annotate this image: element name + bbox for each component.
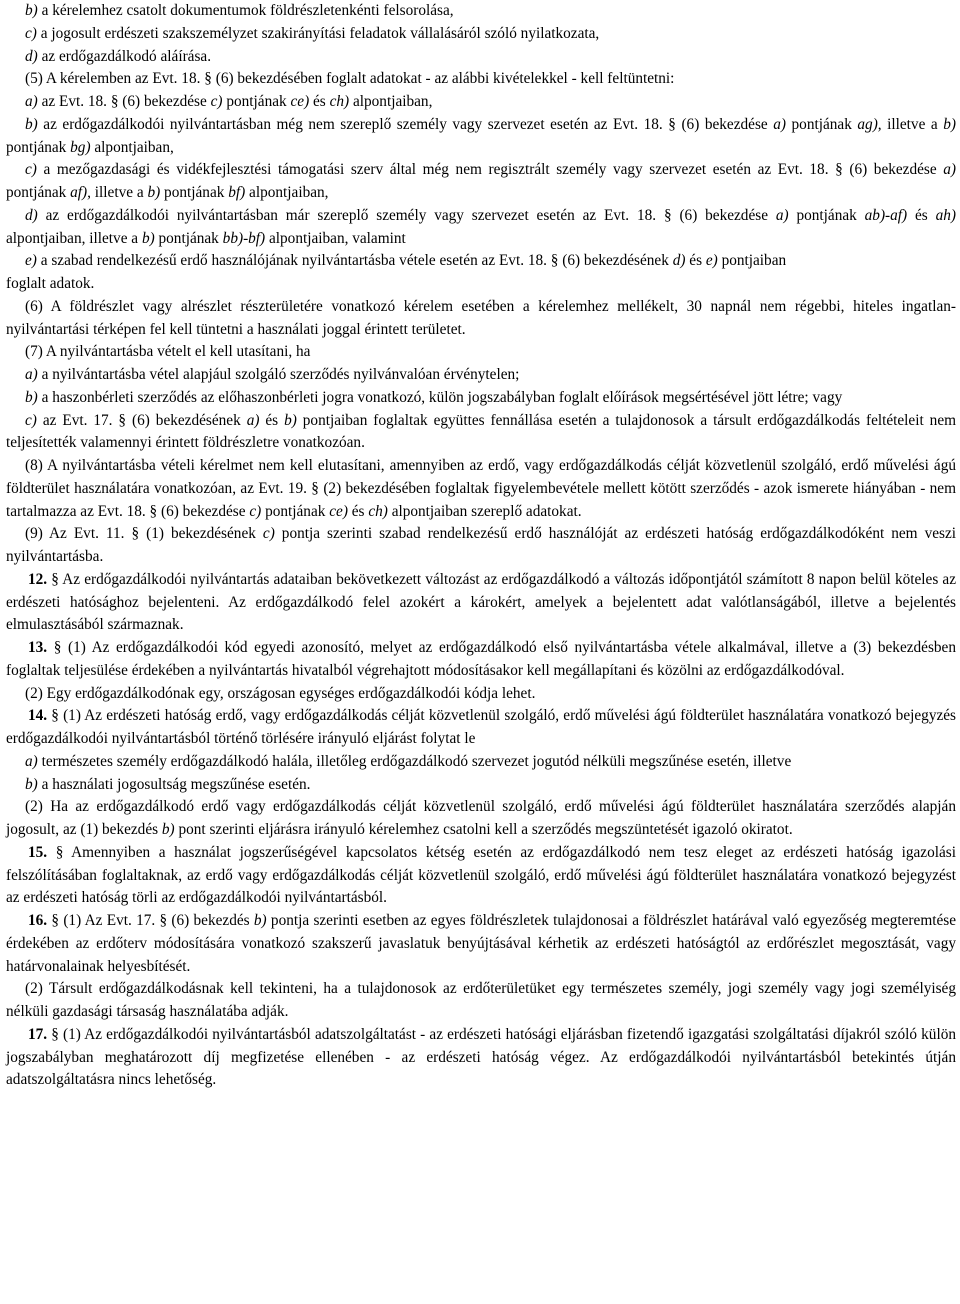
text-run: és	[685, 252, 706, 270]
text-run: az erdőgazdálkodói nyilvántartásban már szereplő személy vagy szervezet esetén az Evt. 18. § (6) bekezdése	[37, 206, 776, 224]
text-run: (2) Egy erdőgazdálkodónak egy, országosan egységes erdőgazdálkodói kódja lehet.	[25, 684, 536, 702]
paragraph	[6, 364, 956, 387]
paragraph	[6, 1024, 956, 1092]
text-run: alpontjaiban, valamint	[265, 229, 406, 247]
text-run: és	[347, 502, 369, 520]
point-label: e)	[705, 252, 718, 270]
text-run: (2) Ha az erdőgazdálkodó erdő vagy erdőgazdálkodás célját közvetlenül szolgáló, erdő művelési ágú földterület használatára szerződés alapján jogosult, az (1) bekezdés	[6, 798, 956, 838]
point-label: c)	[262, 525, 275, 543]
section-number: 16.	[28, 912, 48, 929]
document-body	[6, 0, 956, 1092]
text-run: a haszonbérleti szerződés az előhaszonbérleti jogra vonatkozó, külön jogszabályban foglalt előírások megsértésével jött létre; vagy	[37, 388, 843, 406]
text-run: foglalt adatok.	[6, 275, 95, 292]
paragraph	[6, 683, 956, 706]
text-run: (7) A nyilvántartásba vételt el kell utasítani, ha	[25, 343, 311, 361]
text-run: § (1) Az erdészeti hatóság erdő, vagy erdőgazdálkodás célját közvetlenül szolgáló, erdő művelési ágú földterület használatára vonatkozó bejegyzés erdőgazdálkodói nyilvántartásból történő törlésére irányuló eljárást folytat le	[6, 707, 956, 747]
text-run: az Evt. 17. § (6) bekezdésének	[36, 411, 247, 429]
text-run: és	[259, 411, 285, 429]
paragraph	[6, 455, 956, 523]
point-label: a)	[246, 411, 260, 429]
point-label: d)	[25, 47, 38, 65]
point-label: ch)	[329, 93, 350, 110]
text-run: pontjának	[160, 184, 229, 201]
paragraph	[6, 842, 956, 910]
point-label: a)	[25, 752, 38, 770]
text-run: (9) Az Evt. 11. § (1) bekezdésének	[25, 525, 263, 543]
point-label: c)	[25, 161, 37, 179]
point-label: e)	[25, 252, 37, 270]
text-run: a mezőgazdasági és vidékfejlesztési támogatási szerv által még nem regisztrált személy vagy szervezet esetén az Evt. 18. § (6) bekezdése	[36, 161, 944, 179]
point-label: a)	[775, 206, 789, 224]
point-label: c)	[25, 411, 37, 429]
point-label: b)	[161, 821, 175, 838]
point-label: a)	[25, 93, 38, 110]
point-label: d)	[25, 206, 38, 224]
paragraph	[6, 569, 956, 637]
text-run: alpontjaiban,	[349, 93, 433, 110]
paragraph	[6, 296, 956, 342]
text-run: § Amennyiben a használat jogszerűségével kapcsolatos kétség esetén az erdőgazdálkodó nem tesz eleget az erdészeti hatóság igazolási felszólításában foglaltaknak, az erdő vagy erdőgazdálkodás célját közvetlenül szolgáló, erdő művelési ágú földterület használatára vonatkozó bejegyzést az erdészeti hatóság törli az erdőgazdálkodói nyilvántartásból.	[6, 843, 956, 907]
paragraph	[6, 273, 956, 296]
paragraph	[6, 159, 956, 205]
paragraph	[6, 910, 956, 978]
point-label: a)	[25, 366, 38, 383]
paragraph	[6, 796, 956, 842]
text-run: pont szerinti eljárásra irányuló kérelemhez csatolni kell a szerződés megszüntetését igazoló okiratot.	[174, 821, 793, 838]
text-run: (5) A kérelemben az Evt. 18. § (6) bekezdésében foglalt adatokat - az alábbi kivételekkel - kell feltüntetni:	[25, 70, 675, 88]
point-label: c)	[210, 93, 223, 110]
text-run: a kérelemhez csatolt dokumentumok földrészletenkénti felsorolása,	[37, 2, 454, 19]
text-run: a használati jogosultság megszűnése esetén.	[37, 775, 311, 793]
point-label: ch)	[368, 502, 388, 520]
text-run: § (1) Az Evt. 17. § (6) bekezdés	[47, 912, 254, 929]
section-number: 13.	[28, 639, 48, 656]
section-number: 14.	[28, 707, 48, 725]
paragraph	[6, 387, 956, 410]
section-number: 17.	[28, 1025, 48, 1043]
point-label: a)	[943, 161, 956, 179]
section-number: 15.	[28, 843, 48, 861]
text-run: pontjának	[222, 93, 291, 110]
text-run: § (1) Az erdőgazdálkodói kód egyedi azonosító, melyet az erdőgazdálkodó első nyilvántartásba vétele alkalmával, illetve a (3) bekezdésben foglaltak teljesülése érdekében a nyilvántartás hivatalból végrehajtott módosításakor kell megállapítani és közölni az erdőgazdálkodóval.	[6, 639, 956, 679]
point-label: ce)	[329, 502, 348, 520]
text-run: alpontjaiban, illetve a	[6, 229, 142, 247]
text-run: § (1) Az erdőgazdálkodói nyilvántartásból adatszolgáltatást - az erdészeti hatósági eljárásban fizetendő igazgatási szolgáltatási díjakról szóló külön jogszabályban meghatározott díj megfizetése ellenében - az erdészeti hatóság végez. Az erdőgazdálkodói nyilvántartásból betekintés útján adatszolgáltatásra nincs lehetőség.	[6, 1025, 956, 1089]
text-run: pontjának	[6, 184, 71, 201]
text-run: pontjának	[788, 206, 865, 224]
paragraph	[6, 91, 956, 114]
text-run: alpontjaiban,	[245, 184, 329, 201]
text-run: pontjának	[785, 115, 858, 133]
point-label: b)	[284, 411, 297, 429]
text-run: pontjának	[154, 229, 223, 247]
point-label: ah)	[935, 206, 956, 224]
paragraph	[6, 637, 956, 683]
point-label: b)	[141, 229, 155, 247]
point-label: b)	[25, 775, 38, 793]
paragraph	[6, 410, 956, 456]
paragraph	[6, 0, 956, 23]
text-run: pontjának	[6, 138, 71, 156]
paragraph	[6, 250, 956, 273]
paragraph	[6, 978, 956, 1024]
paragraph	[6, 23, 956, 46]
text-run: alpontjaiban,	[90, 138, 174, 156]
paragraph	[6, 705, 956, 751]
text-run: az erdőgazdálkodó aláírása.	[37, 47, 212, 65]
point-label: ce)	[290, 93, 310, 110]
point-label: bg)	[70, 138, 91, 156]
text-run: alpontjaiban szereplő adatokat.	[387, 502, 582, 520]
text-run: illetve a	[881, 115, 944, 133]
text-run: és	[907, 206, 936, 224]
point-label: af),	[70, 184, 91, 201]
point-label: c)	[249, 502, 262, 520]
text-run: a szabad rendelkezésű erdő használójának nyilvántartásba vétele esetén az Evt. 18. § (6) bekezdésének	[36, 252, 673, 270]
point-label: c)	[25, 24, 37, 42]
text-run: pontjaiban foglaltak együttes fennállása esetén a tulajdonosok a társult erdőgazdálkodás feltételeit nem teljesítették valamennyi érintett földrészletre vonatkozóan.	[6, 411, 957, 452]
point-label: a)	[773, 115, 786, 133]
paragraph	[6, 751, 956, 774]
paragraph	[6, 341, 956, 364]
point-label: b)	[25, 115, 38, 133]
point-label: b)	[25, 388, 38, 406]
point-label: bf)	[228, 184, 246, 201]
point-label: d)	[672, 252, 686, 270]
text-run: és	[309, 93, 330, 110]
text-run: az Evt. 18. § (6) bekezdése	[37, 93, 211, 110]
paragraph	[6, 523, 956, 569]
text-run: § Az erdőgazdálkodói nyilvántartás adataiban bekövetkezett változást az erdőgazdálkodó a változás időpontjától számított 8 napon belül köteles az erdészeti hatósághoz bejelenteni. Az erdőgazdálkodó felel azokért a károkért, amelyek a bejelentett adat valótlanságából, illetve a bejelentés elmulasztásából származnak.	[6, 570, 956, 634]
point-label: b)	[943, 115, 956, 133]
point-label: b)	[25, 2, 38, 19]
text-run: természetes személy erdőgazdálkodó halála, illetőleg erdőgazdálkodó szervezet jogutód nélküli megszűnése esetén, illetve	[37, 752, 792, 770]
text-run: illetve a	[90, 184, 148, 201]
paragraph	[6, 205, 956, 251]
text-run: az erdőgazdálkodói nyilvántartásban még nem szereplő személy vagy szervezet esetén az Evt. 18. § (6) bekezdése	[37, 115, 774, 133]
paragraph	[6, 68, 956, 91]
text-run: pontjaiban	[717, 252, 787, 270]
text-run: pontja szerinti esetben az egyes földrészletek tulajdonosai a földrészlet határával való egyezőség megteremtése érdekében az erdőterv módosítására vonatkozó szakszerű javaslatuk benyújtásával kérhetik az erdészeti hatóságtól az erdőrészlet megosztását, vagy határvonalainak helyesbítését.	[6, 912, 956, 975]
text-run: a nyilvántartásba vétel alapjául szolgáló szerződés nyilvánvalóan érvénytelen;	[37, 366, 520, 383]
paragraph	[6, 774, 956, 797]
text-run: a jogosult erdészeti szakszemélyzet szakirányítási feladatok vállalásáról szóló nyilatkozata,	[36, 24, 600, 42]
section-number: 12.	[28, 570, 48, 588]
text-run: pontjának	[261, 502, 330, 520]
point-label: ag),	[857, 115, 882, 133]
text-run: (8) A nyilvántartásba vételi kérelmet nem kell elutasítani, amennyiben az erdő, vagy erdőgazdálkodás célját közvetlenül szolgáló, erdő művelési ágú földterület használatára vonatkozóan, az Evt. 19. § (2) bekezdésében foglaltak figyelembevétele mellett kötött szerződés - azok ismerete hiányában - nem tartalmazza az Evt. 18. § (6) bekezdése	[6, 457, 956, 520]
text-run: (6) A földrészlet vagy alrészlet részterületére vonatkozó kérelem esetében a kérelemhez mellékelt, 30 napnál nem régebbi, hiteles ingatlan-nyilvántartási térképen fel kell tüntetni a használati joggal érintett területet.	[6, 297, 956, 338]
text-run: (2) Társult erdőgazdálkodásnak kell tekinteni, ha a tulajdonosok az erdőterületüket egy természetes személy, jogi személy vagy jogi személyiség nélküli gazdasági társaság használatába adják.	[6, 980, 956, 1020]
point-label: bb)-bf)	[222, 229, 266, 247]
paragraph	[6, 114, 956, 160]
point-label: b)	[147, 184, 161, 201]
paragraph	[6, 46, 956, 69]
point-label: b)	[253, 912, 267, 929]
point-label: ab)-af)	[864, 206, 908, 224]
text-run: pontja szerinti szabad rendelkezésű erdő használóját az erdészeti hatóság erdőgazdálkodóként nem veszi nyilvántartásba.	[6, 525, 957, 565]
